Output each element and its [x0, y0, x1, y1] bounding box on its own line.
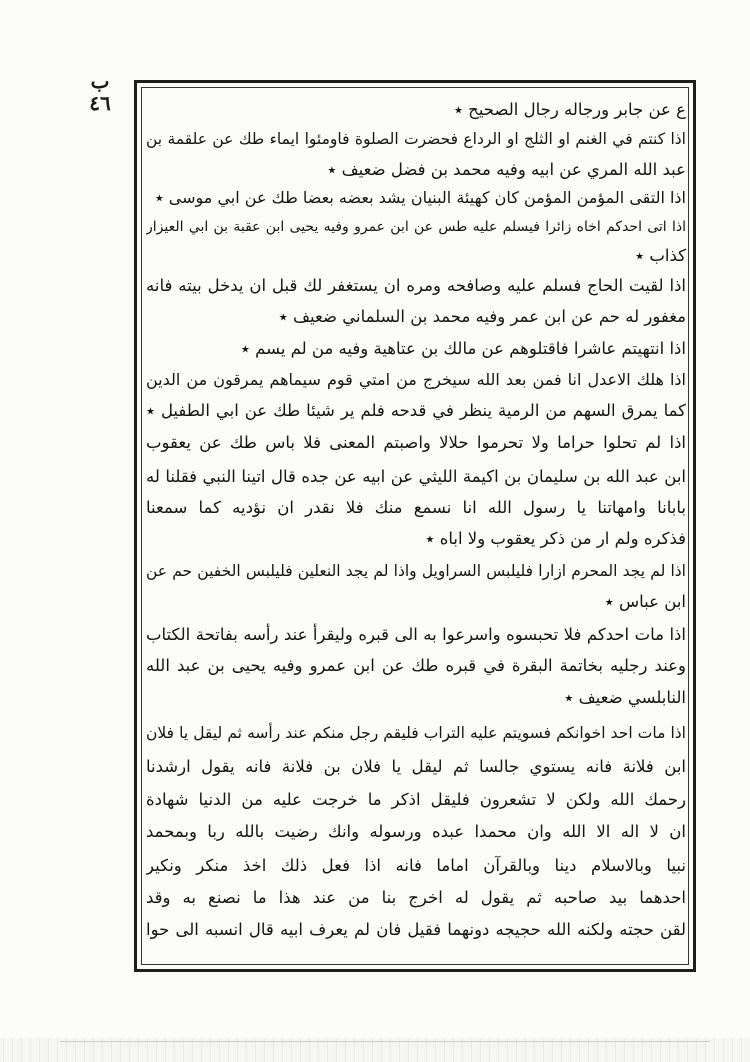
folio-letter: ب [90, 69, 110, 93]
text-line: لقن حجته ولكنه الله حجيجه دونهما فقيل فان لم يعرف ابيه قال انسبه الى حوا [146, 920, 686, 939]
text-line: اذا لقيت الحاج فسلم عليه وصافحه ومره ان يستغفر لك قبل ان يدخل بيته فانه [146, 276, 686, 295]
text-line: احدهما بيد صاحبه ثم يقول له اخرج بنا من عند هذا ما نصنع به وقد [146, 888, 686, 907]
text-line: ان لا اله الا الله وان محمدا عبده ورسوله وانك رضيت بالله ربا وبمحمد [146, 822, 686, 841]
text-line: اذا كنتم في الغنم او الثلج او الرداع فحضرت الصلوة فاومئوا ايماء طك عن علقمة بن [146, 130, 686, 148]
text-line: اذا مات احد اخوانكم فسويتم عليه التراب فليقم رجل منكم عند رأسه ثم ليقل يا فلان [146, 724, 686, 742]
text-line: مغفور له حم عن ابن عمر وفيه محمد بن السلماني ضعيف ٭ [278, 307, 686, 326]
text-line: ابن عبد الله بن سليمان بن اكيمة الليثي عن ابيه عن جده قال اتينا النبي فقلنا له [146, 467, 686, 486]
text-line: كما يمرق السهم من الرمية ينظر في قدحه فلم ير شيئا طك عن ابي الطفيل ٭ [146, 401, 686, 420]
text-line: ابن عباس ٭ [604, 592, 686, 611]
scan-edge-line [60, 1041, 710, 1042]
text-line: اذا لم تحلوا حراما ولا تحرموا حلالا واصبتم المعنى فلا باس طك عن يعقوب [146, 433, 686, 452]
text-line: اذا اتى احدكم اخاه زائرا فيسلم عليه طس عن ابن عمرو وفيه يحيى ابن عقبة بن ابي العيزار [146, 219, 686, 235]
text-line: النابلسي ضعيف ٭ [564, 688, 686, 707]
text-line: فذكره ولم ار من ذكر يعقوب ولا اباه ٭ [425, 529, 686, 548]
text-line: وعند رجليه بخاتمة البقرة في قبره طك عن ابن عمرو وفيه يحيى بن عبد الله [146, 656, 686, 675]
text-line: عبد الله المري عن ابيه وفيه محمد بن فضل ضعيف ٭ [327, 160, 686, 179]
text-line: بابانا وامهاتنا يا رسول الله انا نسمع منك فلا نقدر ان نؤديه كما سمعنا [146, 498, 686, 517]
text-line: ابن فلانة فانه يستوي جالسا ثم ليقل يا فلان بن فلانة فانه يقول ارشدنا [146, 757, 686, 776]
text-line: اذا لم يجد المحرم ازارا فليلبس السراويل واذا لم يجد النعلين فليلبس الخفين حم عن [146, 562, 686, 580]
folio-marker [78, 70, 122, 114]
folio-number: ٤٦ [89, 91, 111, 115]
manuscript-text-block [146, 96, 686, 962]
text-line: نبيا وبالاسلام دينا وبالقرآن اماما فانه اذا فعل ذلك اخذ منكر ونكير [146, 856, 686, 875]
text-line: اذا التقى المؤمن المؤمن كان كهيئة البنيان يشد بعضه بعضا طك عن ابي موسى ٭ [154, 188, 686, 207]
text-line: اذا انتهيتم عاشرا فاقتلوهم عن مالك بن عتاهية وفيه من لم يسم ٭ [240, 339, 686, 358]
text-line: اذا مات احدكم فلا تحبسوه واسرعوا به الى قبره وليقرأ عند رأسه بفاتحة الكتاب [146, 625, 686, 644]
text-line: رحمك الله ولكن لا تشعرون فليقل اذكر ما خرجت عليه من الدنيا شهادة [146, 790, 686, 809]
text-line: ع عن جابر ورجاله رجال الصحيح ٭ [453, 100, 686, 119]
text-line: اذا هلك الاعدل انا فمن بعد الله سيخرج من امتي قوم سيماهم يمرقون من الدين [146, 370, 686, 389]
text-line: كذاب ٭ [635, 246, 686, 265]
